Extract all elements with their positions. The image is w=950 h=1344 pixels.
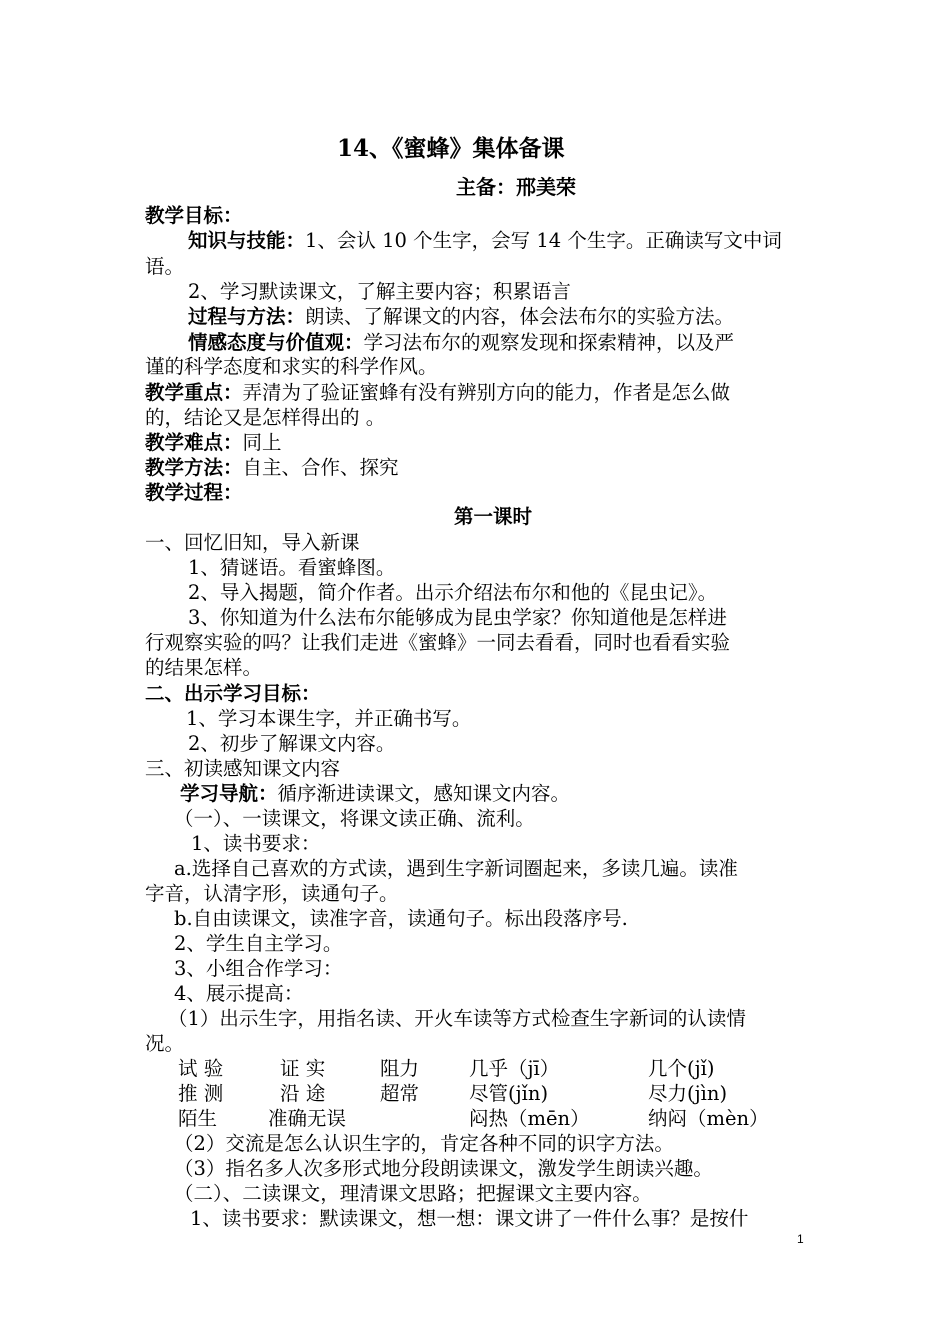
word-cell: 阻力 (380, 1057, 420, 1080)
method-text: 自主、合作、探究 (242, 456, 399, 479)
read-1-a: a.选择自己喜欢的方式读，遇到生字新词圈起来，多读几遍。读准 (174, 857, 738, 880)
read-1-item-4-3: （3）指名多人次多形式地分段朗读课文，激发学生朗读兴趣。 (174, 1157, 713, 1180)
section-2: 二、出示学习目标： (145, 682, 321, 705)
goal-knowledge-label: 知识与技能： (188, 229, 306, 252)
word-cell: 试 验 (178, 1057, 224, 1080)
goal-knowledge-cont: 语。 (145, 255, 185, 278)
goal-process-text: 朗读、了解课文的内容，体会法布尔的实验方法。 (305, 305, 735, 328)
section-2-item-1: 1、学习本课生字，并正确书写。 (186, 707, 472, 730)
word-cell: 纳闷（mèn） (648, 1107, 769, 1130)
word-cell: 证 实 (280, 1057, 326, 1080)
method (145, 455, 399, 481)
section-1-item-3c: 的结果怎样。 (145, 656, 263, 679)
section-1-item-3a: 3、你知道为什么法布尔能够成为昆虫学家？你知道他是怎样进 (188, 606, 727, 629)
word-cell: 超常 (380, 1082, 420, 1105)
word-cell: 尽管(jǐn) (469, 1082, 549, 1105)
word-cell: 沿 途 (280, 1082, 326, 1105)
key-point (145, 380, 730, 406)
heading-goals: 教学目标： (145, 204, 243, 227)
method-label: 教学方法： (145, 456, 243, 479)
read-1-item-2: 2、学生自主学习。 (174, 932, 343, 955)
read-1-b: b.自由读课文，读准字音，读通句子。标出段落序号. (174, 907, 628, 930)
section-1: 一、回忆旧知，导入新课 (145, 531, 360, 554)
goal-emotion-cont: 谨的科学态度和求实的科学作风。 (145, 355, 438, 378)
goal-2: 2、学习默读课文，了解主要内容；积累语言 (188, 280, 571, 303)
key-point-text: 弄清为了验证蜜蜂有没有辨别方向的能力，作者是怎么做 (242, 381, 731, 404)
word-cell: 几乎（jī） (469, 1057, 560, 1080)
lesson-heading: 第一课时 (454, 505, 533, 528)
difficulty-text: 同上 (242, 431, 282, 454)
section-2-item-2: 2、初步了解课文内容。 (188, 732, 396, 755)
read-2-item-1: 1、读书要求：默读课文，想一想：课文讲了一件什么事？是按什 (190, 1207, 749, 1230)
goal-knowledge (188, 228, 782, 254)
difficulty (145, 430, 282, 456)
word-cell: 几个(jǐ) (648, 1057, 715, 1080)
word-cell: 推 测 (178, 1082, 224, 1105)
goal-process (188, 304, 734, 330)
word-cell: 准确无误 (268, 1107, 347, 1130)
word-cell: 闷热（mēn） (469, 1107, 590, 1130)
page-number: 1 (797, 1232, 804, 1246)
difficulty-label: 教学难点： (145, 431, 243, 454)
section-1-item-3b: 行观察实验的吗？让我们走进《蜜蜂》一同去看看，同时也看看实验 (145, 631, 731, 654)
goal-process-label: 过程与方法： (188, 305, 306, 328)
doc-author: 主备：邢美荣 (456, 175, 576, 199)
goal-emotion-text: 学习法布尔的观察发现和探索精神，以及严 (363, 331, 735, 354)
goal-emotion (188, 330, 734, 356)
read-1-req: 1、读书要求： (191, 832, 321, 855)
word-cell: 陌生 (178, 1107, 218, 1130)
key-point-cont: 的，结论又是怎样得出的 。 (145, 406, 386, 429)
study-nav (180, 781, 570, 807)
goal-emotion-label: 情感态度与价值观： (188, 331, 364, 354)
read-1: （一）、一读课文，将课文读正确、流利。 (174, 807, 535, 830)
read-1-item-4-1-cont: 况。 (145, 1032, 185, 1055)
heading-process: 教学过程： (145, 481, 243, 504)
read-1-item-4: 4、展示提高： (174, 982, 304, 1005)
section-1-item-2: 2、导入揭题，简介作者。出示介绍法布尔和他的《昆虫记》。 (188, 581, 718, 604)
section-1-item-1: 1、猜谜语。看蜜蜂图。 (188, 556, 396, 579)
study-nav-text: 循序渐进读课文，感知课文内容。 (277, 782, 571, 805)
study-nav-label: 学习导航： (180, 782, 278, 805)
read-1-item-4-2: （2）交流是怎么认识生字的，肯定各种不同的识字方法。 (174, 1132, 674, 1155)
doc-title: 14、《蜜蜂》集体备课 (337, 135, 565, 162)
read-1-item-3: 3、小组合作学习： (174, 957, 343, 980)
goal-knowledge-text: 1、会认 10 个生字，会写 14 个生字。正确读写文中词 (305, 229, 782, 252)
section-3: 三、初读感知课文内容 (145, 757, 341, 780)
read-1-a-cont: 字音，认清字形，读通句子。 (145, 882, 399, 905)
read-1-item-4-1: （1）出示生字，用指名读、开火车读等方式检查生字新词的认读情 (168, 1007, 746, 1030)
key-point-label: 教学重点： (145, 381, 243, 404)
word-cell: 尽力(jìn) (648, 1082, 728, 1105)
read-2: （二）、二读课文，理清课文思路；把握课文主要内容。 (174, 1182, 652, 1205)
